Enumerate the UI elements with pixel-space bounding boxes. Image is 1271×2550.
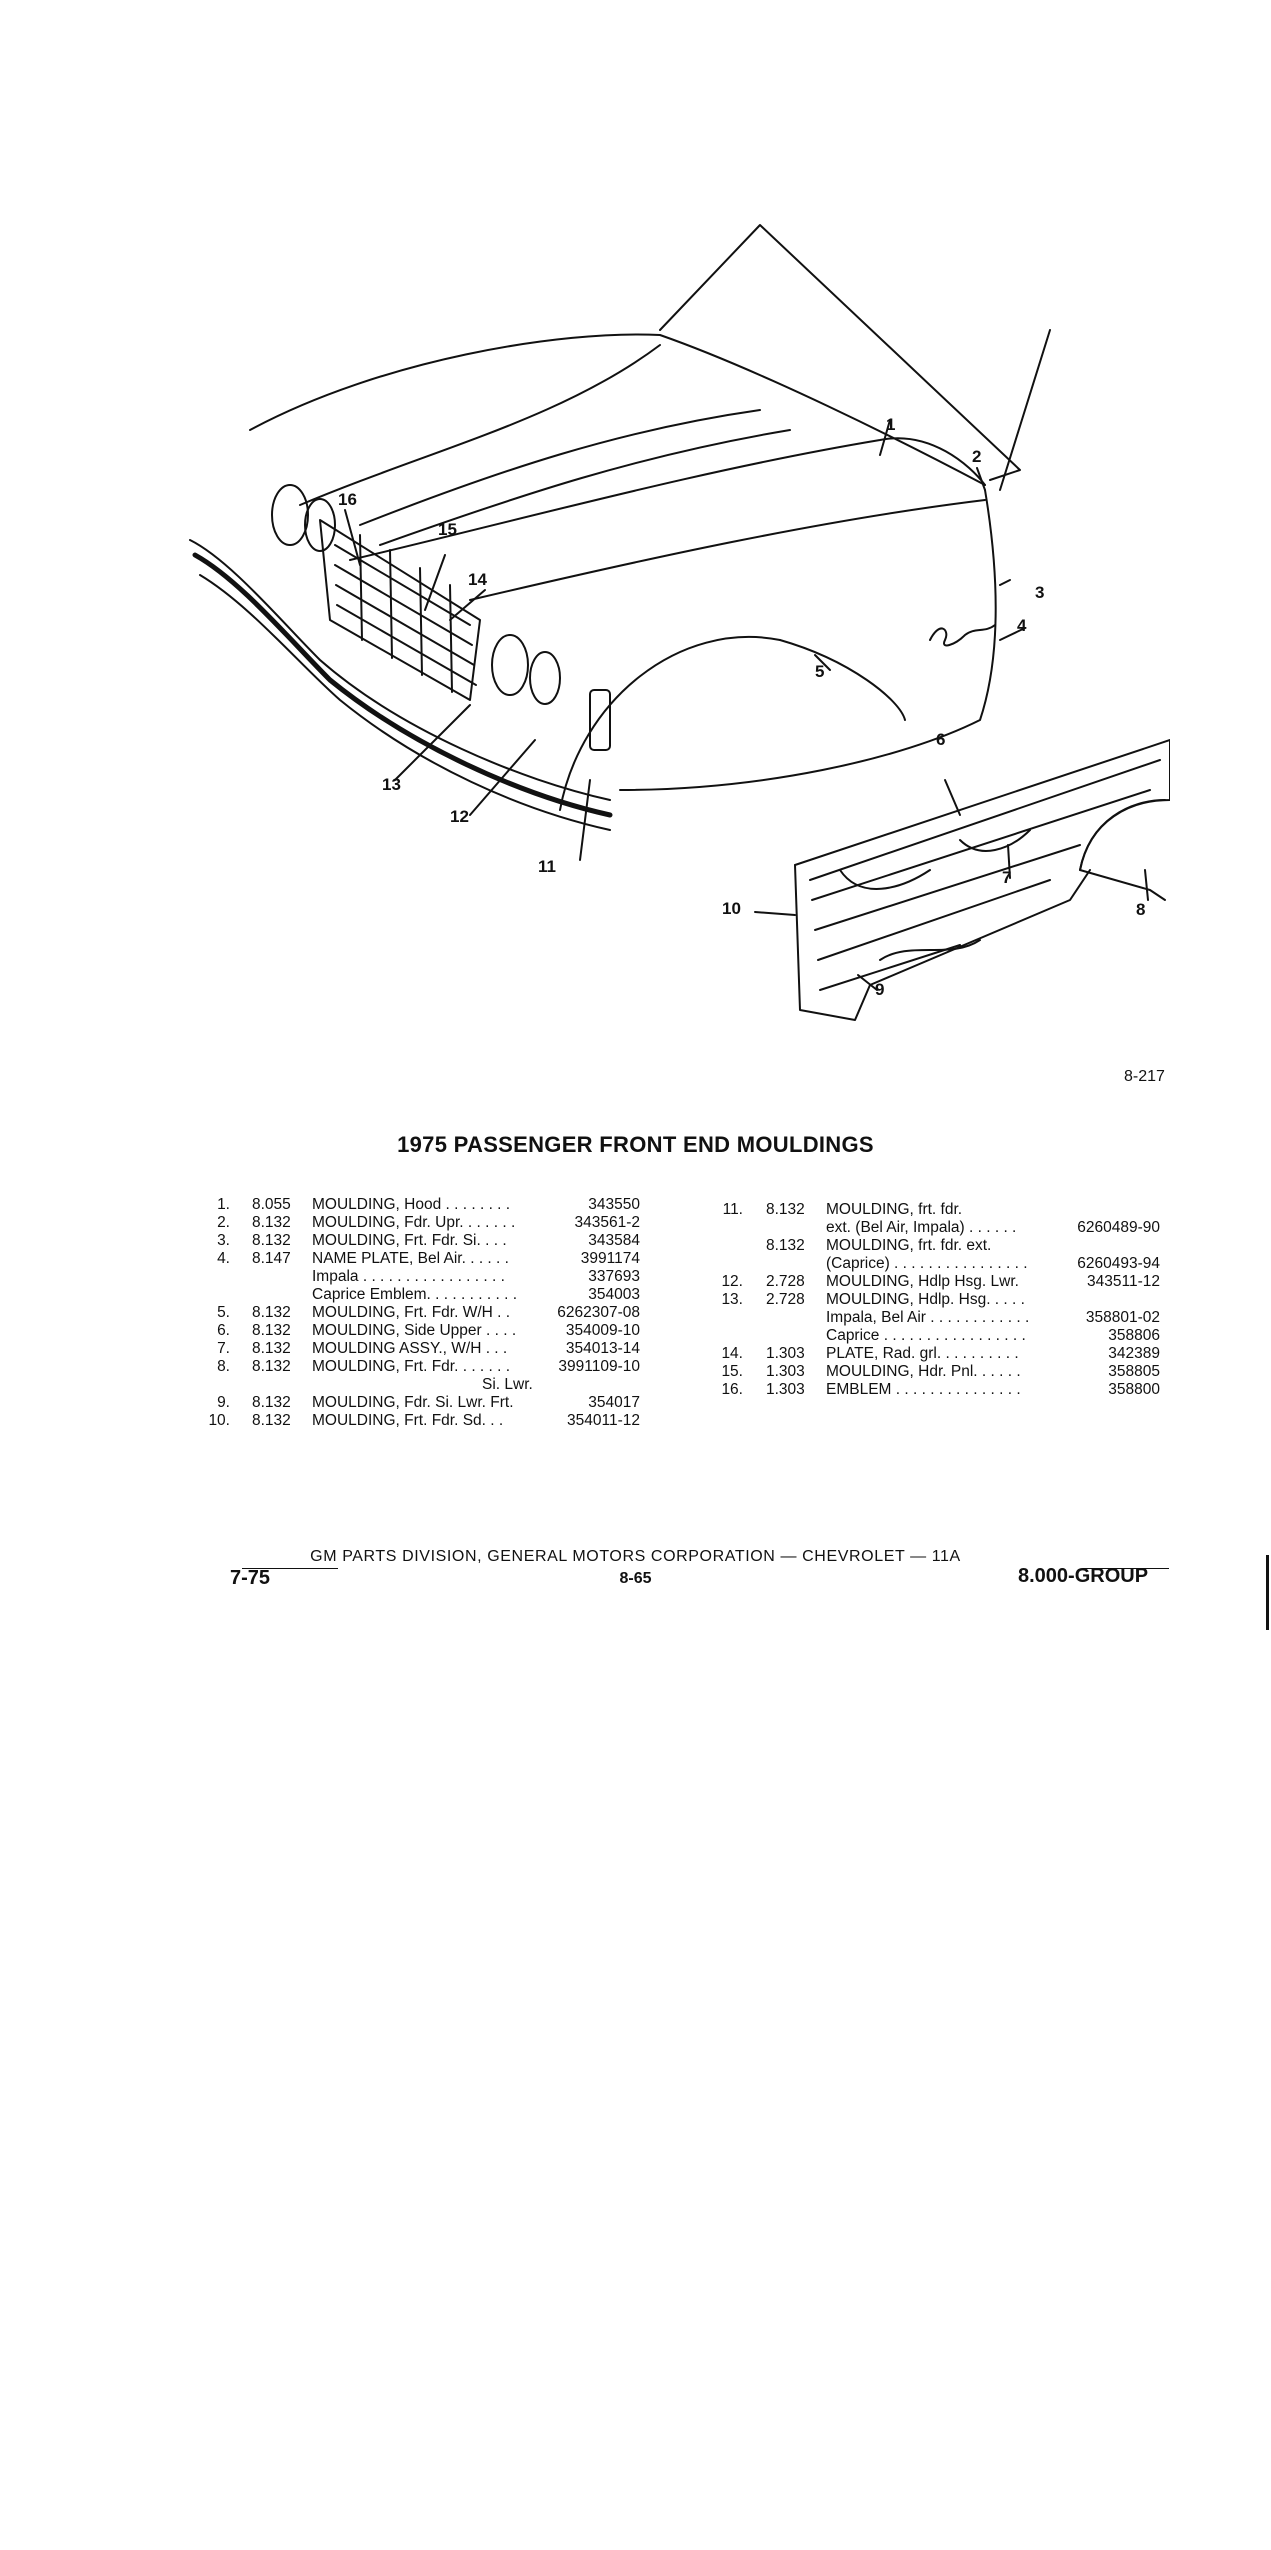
item-number: 16. — [721, 1381, 743, 1398]
callout-10: 10 — [722, 899, 741, 918]
group-number: 8.132 — [766, 1201, 805, 1218]
parts-row — [700, 1291, 1170, 1309]
parts-row — [200, 1358, 650, 1376]
group-number: 8.132 — [252, 1340, 291, 1357]
part-number: 343584 — [588, 1232, 640, 1249]
callout-12: 12 — [450, 807, 469, 826]
group-number: 8.132 — [252, 1214, 291, 1231]
page-title: 1975 PASSENGER FRONT END MOULDINGS — [397, 1132, 874, 1157]
group-number: 8.132 — [252, 1394, 291, 1411]
parts-row — [200, 1376, 650, 1394]
part-description: MOULDING, Side Upper . . . . — [312, 1322, 517, 1339]
part-number: 354003 — [588, 1286, 640, 1303]
part-description: Caprice . . . . . . . . . . . . . . . . . — [826, 1327, 1026, 1344]
part-number: 358801-02 — [1085, 1309, 1160, 1326]
item-number: 1. — [217, 1196, 230, 1213]
item-number: 4. — [217, 1250, 230, 1267]
parts-row — [200, 1286, 650, 1304]
item-number: 15. — [721, 1363, 743, 1380]
part-description: MOULDING, Hood . . . . . . . . — [312, 1196, 511, 1213]
part-description: Impala, Bel Air . . . . . . . . . . . . — [826, 1309, 1030, 1326]
figure-id: 8-217 — [1124, 1068, 1165, 1085]
item-number: 5. — [217, 1304, 230, 1321]
parts-row — [200, 1340, 650, 1358]
part-number: 6260493-94 — [1077, 1255, 1160, 1272]
callout-16: 16 — [338, 490, 357, 509]
item-number: 12. — [721, 1273, 743, 1290]
item-number: 2. — [217, 1214, 230, 1231]
part-number: 3991109-10 — [558, 1358, 640, 1375]
group-number: 8.132 — [252, 1412, 291, 1429]
item-number: 14. — [721, 1345, 743, 1362]
part-description: (Caprice) . . . . . . . . . . . . . . . . — [826, 1255, 1028, 1272]
part-description: MOULDING, Frt. Fdr. Sd. . . — [312, 1412, 504, 1429]
part-description: ext. (Bel Air, Impala) . . . . . . — [826, 1219, 1017, 1236]
item-number: 8. — [217, 1358, 230, 1375]
part-number: 354009-10 — [565, 1322, 640, 1339]
part-number: 342389 — [1108, 1345, 1160, 1362]
item-number: 6. — [217, 1322, 230, 1339]
part-number: 3991174 — [580, 1250, 640, 1267]
parts-row — [700, 1201, 1170, 1219]
callout-8: 8 — [1136, 900, 1146, 919]
callout-15: 15 — [438, 520, 457, 539]
group-number: 8.132 — [252, 1322, 291, 1339]
part-number: 354017 — [588, 1394, 640, 1411]
part-number: 358800 — [1108, 1381, 1160, 1398]
callout-13: 13 — [382, 775, 401, 794]
group-number: 8.132 — [252, 1232, 291, 1249]
part-description: MOULDING ASSY., W/H . . . — [312, 1340, 508, 1357]
parts-row — [200, 1196, 650, 1214]
group-number: 1.303 — [766, 1363, 805, 1380]
parts-row — [700, 1219, 1170, 1237]
callout-5: 5 — [815, 662, 825, 681]
part-number: 6262307-08 — [557, 1304, 640, 1321]
parts-row — [200, 1232, 650, 1250]
group-number: 2.728 — [766, 1273, 805, 1290]
edge-mark — [1266, 1555, 1269, 1630]
parts-row — [200, 1250, 650, 1268]
parts-row — [700, 1363, 1170, 1381]
callout-3: 3 — [1035, 583, 1045, 602]
item-number: 9. — [217, 1394, 230, 1411]
part-description: EMBLEM . . . . . . . . . . . . . . . — [826, 1381, 1021, 1398]
group-number: 8.055 — [252, 1196, 291, 1213]
part-description: MOULDING, Fdr. Si. Lwr. Frt. — [312, 1394, 514, 1411]
part-number: 358805 — [1108, 1363, 1160, 1380]
footer-corporation: GM PARTS DIVISION, GENERAL MOTORS CORPORATION — CHEVROLET — 11A — [310, 1548, 961, 1565]
callout-2: 2 — [972, 447, 982, 466]
callout-7: 7 — [1002, 868, 1012, 887]
callout-6: 6 — [936, 730, 946, 749]
part-number: 354013-14 — [565, 1340, 640, 1357]
item-number: 13. — [721, 1291, 743, 1308]
part-description: MOULDING, Hdr. Pnl. . . . . . — [826, 1363, 1021, 1380]
item-number: 11. — [722, 1201, 743, 1218]
group-number: 8.132 — [252, 1358, 291, 1375]
part-description: MOULDING, Frt. Fdr. . . . . . . — [312, 1358, 511, 1375]
parts-row — [700, 1309, 1170, 1327]
parts-row — [200, 1322, 650, 1340]
group-number: 8.132 — [252, 1304, 291, 1321]
part-description: MOULDING, Frt. Fdr. W/H . . — [312, 1304, 511, 1321]
parts-row — [200, 1412, 650, 1430]
part-number: 337693 — [588, 1268, 640, 1285]
part-description: Si. Lwr. — [482, 1376, 533, 1393]
group-number: 1.303 — [766, 1345, 805, 1362]
item-number: 10. — [208, 1412, 230, 1429]
group-number: 8.132 — [766, 1237, 805, 1254]
part-description: MOULDING, Frt. Fdr. Si. . . . — [312, 1232, 507, 1249]
footer-date: 7-75 — [230, 1567, 271, 1589]
parts-row — [700, 1255, 1170, 1273]
parts-row — [700, 1237, 1170, 1255]
part-description: Impala . . . . . . . . . . . . . . . . . — [312, 1268, 505, 1285]
footer-group: 8.000-GROUP — [1018, 1565, 1149, 1587]
part-number: 354011-12 — [567, 1412, 640, 1429]
part-number: 343511-12 — [1087, 1273, 1160, 1290]
part-description: NAME PLATE, Bel Air. . . . . . — [312, 1250, 509, 1267]
item-number: 3. — [217, 1232, 230, 1249]
callout-9: 9 — [875, 980, 885, 999]
part-description: MOULDING, frt. fdr. — [826, 1201, 963, 1218]
parts-list-left — [200, 1196, 650, 1430]
parts-row — [700, 1273, 1170, 1291]
part-description: MOULDING, Hdlp. Hsg. . . . . — [826, 1291, 1025, 1308]
callout-11: 11 — [538, 857, 556, 876]
part-description: PLATE, Rad. grl. . . . . . . . . . — [826, 1345, 1019, 1362]
part-number: 343550 — [588, 1196, 640, 1213]
item-number: 7. — [217, 1340, 230, 1357]
parts-row — [700, 1345, 1170, 1363]
part-number: 6260489-90 — [1077, 1219, 1160, 1236]
part-number: 343561-2 — [574, 1214, 640, 1231]
parts-row — [700, 1381, 1170, 1399]
parts-row — [200, 1214, 650, 1232]
group-number: 1.303 — [766, 1381, 805, 1398]
callout-14: 14 — [468, 570, 487, 589]
parts-list-right — [700, 1201, 1170, 1399]
part-description: MOULDING, frt. fdr. ext. — [826, 1237, 992, 1254]
group-number: 8.147 — [252, 1250, 291, 1267]
parts-row — [200, 1304, 650, 1322]
parts-row — [700, 1327, 1170, 1345]
callout-4: 4 — [1017, 616, 1027, 635]
footer-page-number: 8-65 — [619, 1570, 652, 1587]
group-number: 2.728 — [766, 1291, 805, 1308]
parts-row — [200, 1268, 650, 1286]
part-description: MOULDING, Hdlp Hsg. Lwr. — [826, 1273, 1019, 1290]
part-number: 358806 — [1108, 1327, 1160, 1344]
part-description: Caprice Emblem. . . . . . . . . . . — [312, 1286, 517, 1303]
parts-row — [200, 1394, 650, 1412]
part-description: MOULDING, Fdr. Upr. . . . . . . — [312, 1214, 516, 1231]
callout-1: 1 — [886, 415, 896, 434]
